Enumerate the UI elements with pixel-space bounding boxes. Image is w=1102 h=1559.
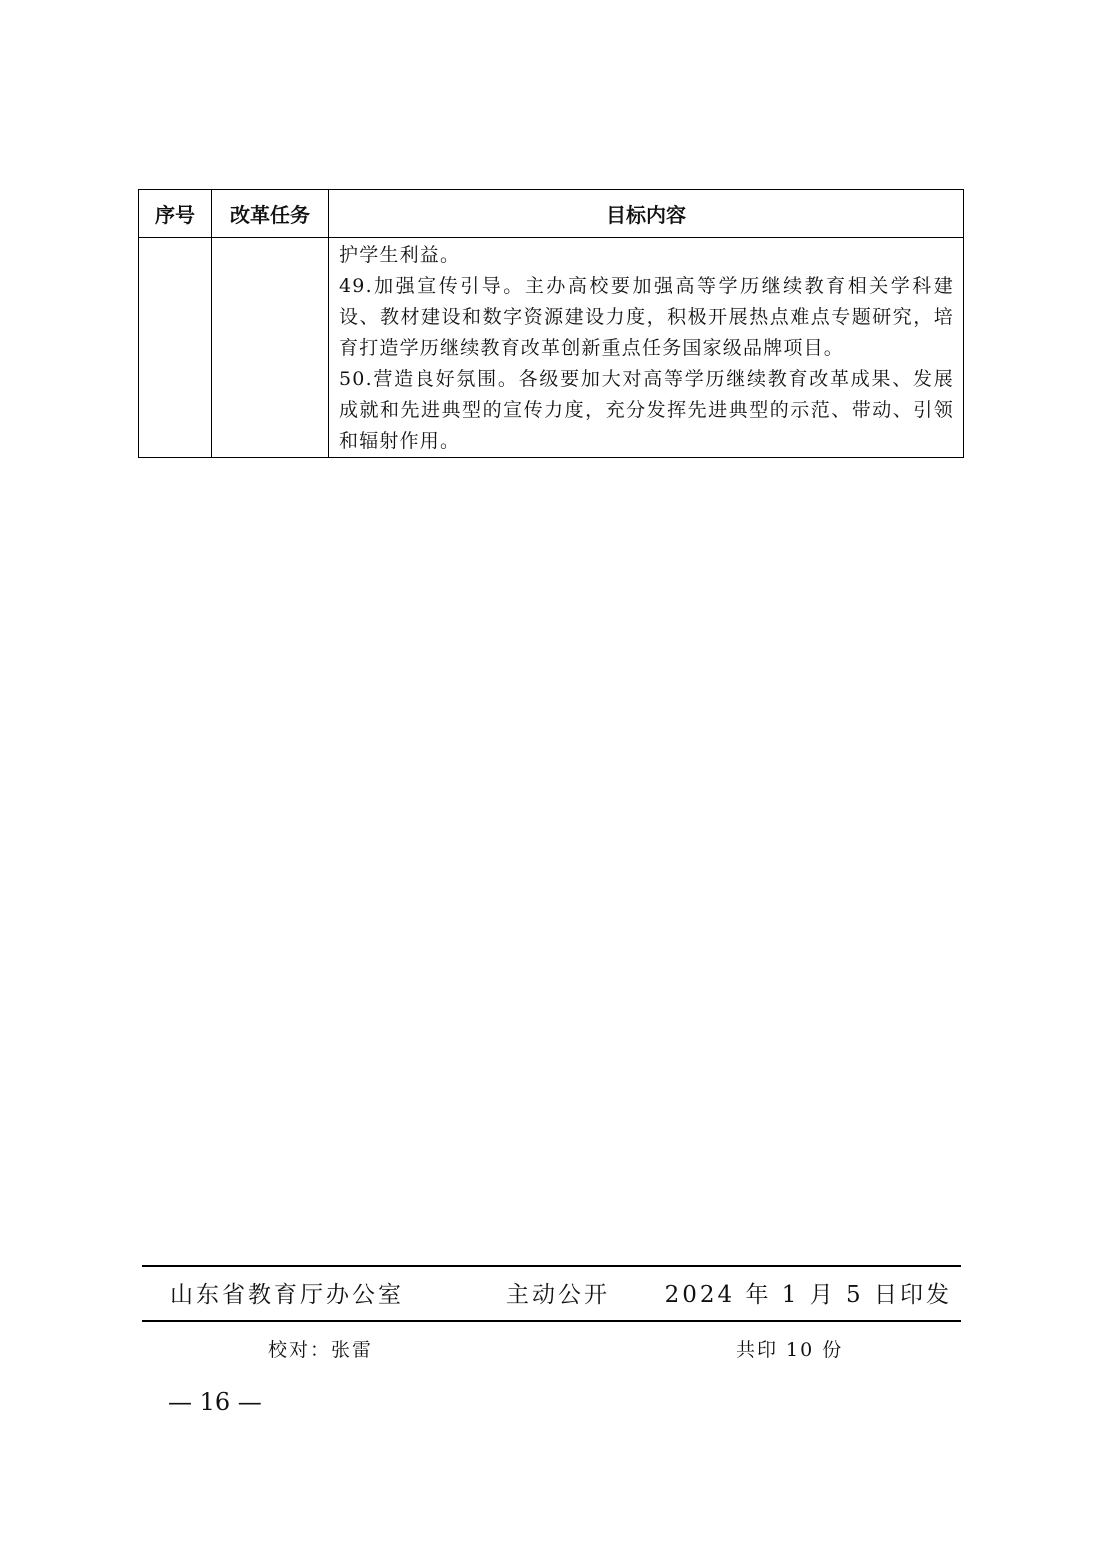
row-content-text: 护学生利益。 49.加强宣传引导。主办高校要加强高等学历继续教育相关学科建设、教材建设和数字资源建设力度，积极开展热点难点专题研究，培育打造学历继续教育改革创新重点任务国家级品牌项目。 50.营造良好氛围。各级要加大对高等学历继续教育改革成果、发展成就和先进典型的宣传力度，充分发挥先进典型的示范、带动、引领和辐射作用。 bbox=[339, 244, 954, 452]
row-number-cell bbox=[139, 238, 212, 458]
table-header-row bbox=[139, 190, 964, 238]
header-task: 改革任务 bbox=[212, 190, 329, 238]
issuer-name: 山东省教育厅办公室 bbox=[170, 1282, 404, 1308]
row-task-cell bbox=[212, 238, 329, 458]
print-date: 2024 年 1 月 5 日印发 bbox=[664, 1282, 952, 1308]
table-row bbox=[139, 238, 964, 458]
row-content-cell bbox=[329, 238, 964, 458]
page-number: — 16 — bbox=[168, 1388, 262, 1416]
footer-top-rule bbox=[142, 1265, 961, 1267]
proofreader: 校对：张雷 bbox=[268, 1339, 374, 1361]
reform-task-table bbox=[138, 189, 964, 458]
header-content: 目标内容 bbox=[329, 190, 964, 238]
copy-count: 共印 10 份 bbox=[736, 1339, 844, 1361]
footer-bottom-rule bbox=[142, 1320, 961, 1322]
header-number: 序号 bbox=[139, 190, 212, 238]
disclosure-type: 主动公开 bbox=[506, 1282, 610, 1308]
